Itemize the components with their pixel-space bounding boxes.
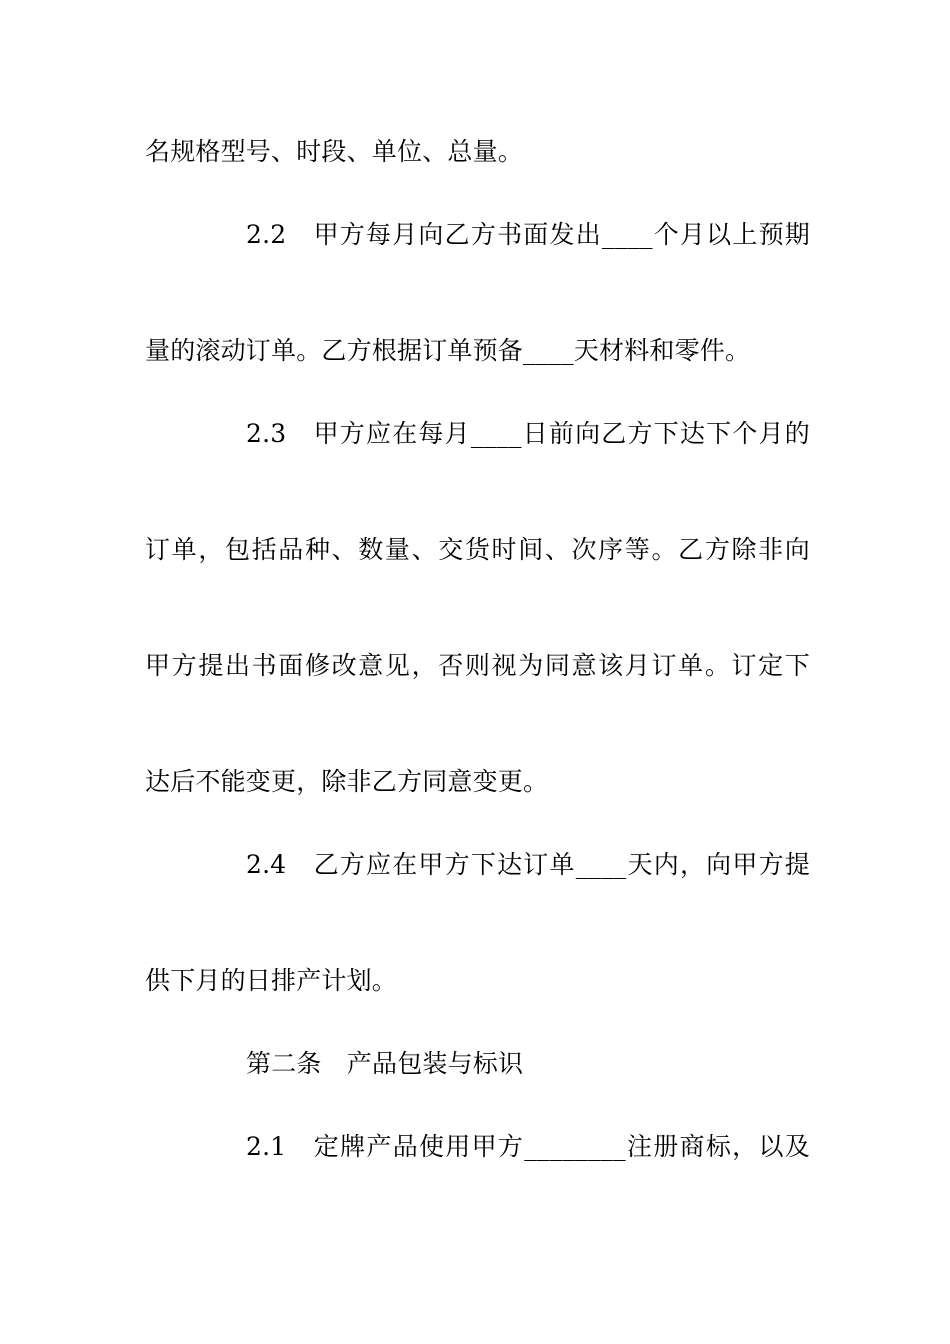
clause-2-3-line: 2.3 甲方应在每月____日前向乙方下达下个月的 — [246, 419, 810, 448]
clause-2-1-line: 2.1 定牌产品使用甲方________注册商标，以及 — [246, 1132, 810, 1161]
clause-2-4-line: 2.4 乙方应在甲方下达订单____天内，向甲方提 — [246, 850, 810, 879]
section-heading: 第二条 产品包装与标识 — [246, 1049, 524, 1078]
paragraph-line: 订单，包括品种、数量、交货时间、次序等。乙方除非向 — [145, 535, 810, 564]
paragraph-line: 甲方提出书面修改意见，否则视为同意该月订单。订定下 — [145, 651, 810, 680]
clause-2-2-line: 2.2 甲方每月向乙方书面发出____个月以上预期 — [246, 220, 810, 249]
paragraph-line: 量的滚动订单。乙方根据订单预备____天材料和零件。 — [145, 336, 751, 365]
paragraph-line: 供下月的日排产计划。 — [145, 966, 398, 995]
paragraph-line: 达后不能变更，除非乙方同意变更。 — [145, 767, 549, 796]
paragraph-line: 名规格型号、时段、单位、总量。 — [145, 137, 524, 166]
